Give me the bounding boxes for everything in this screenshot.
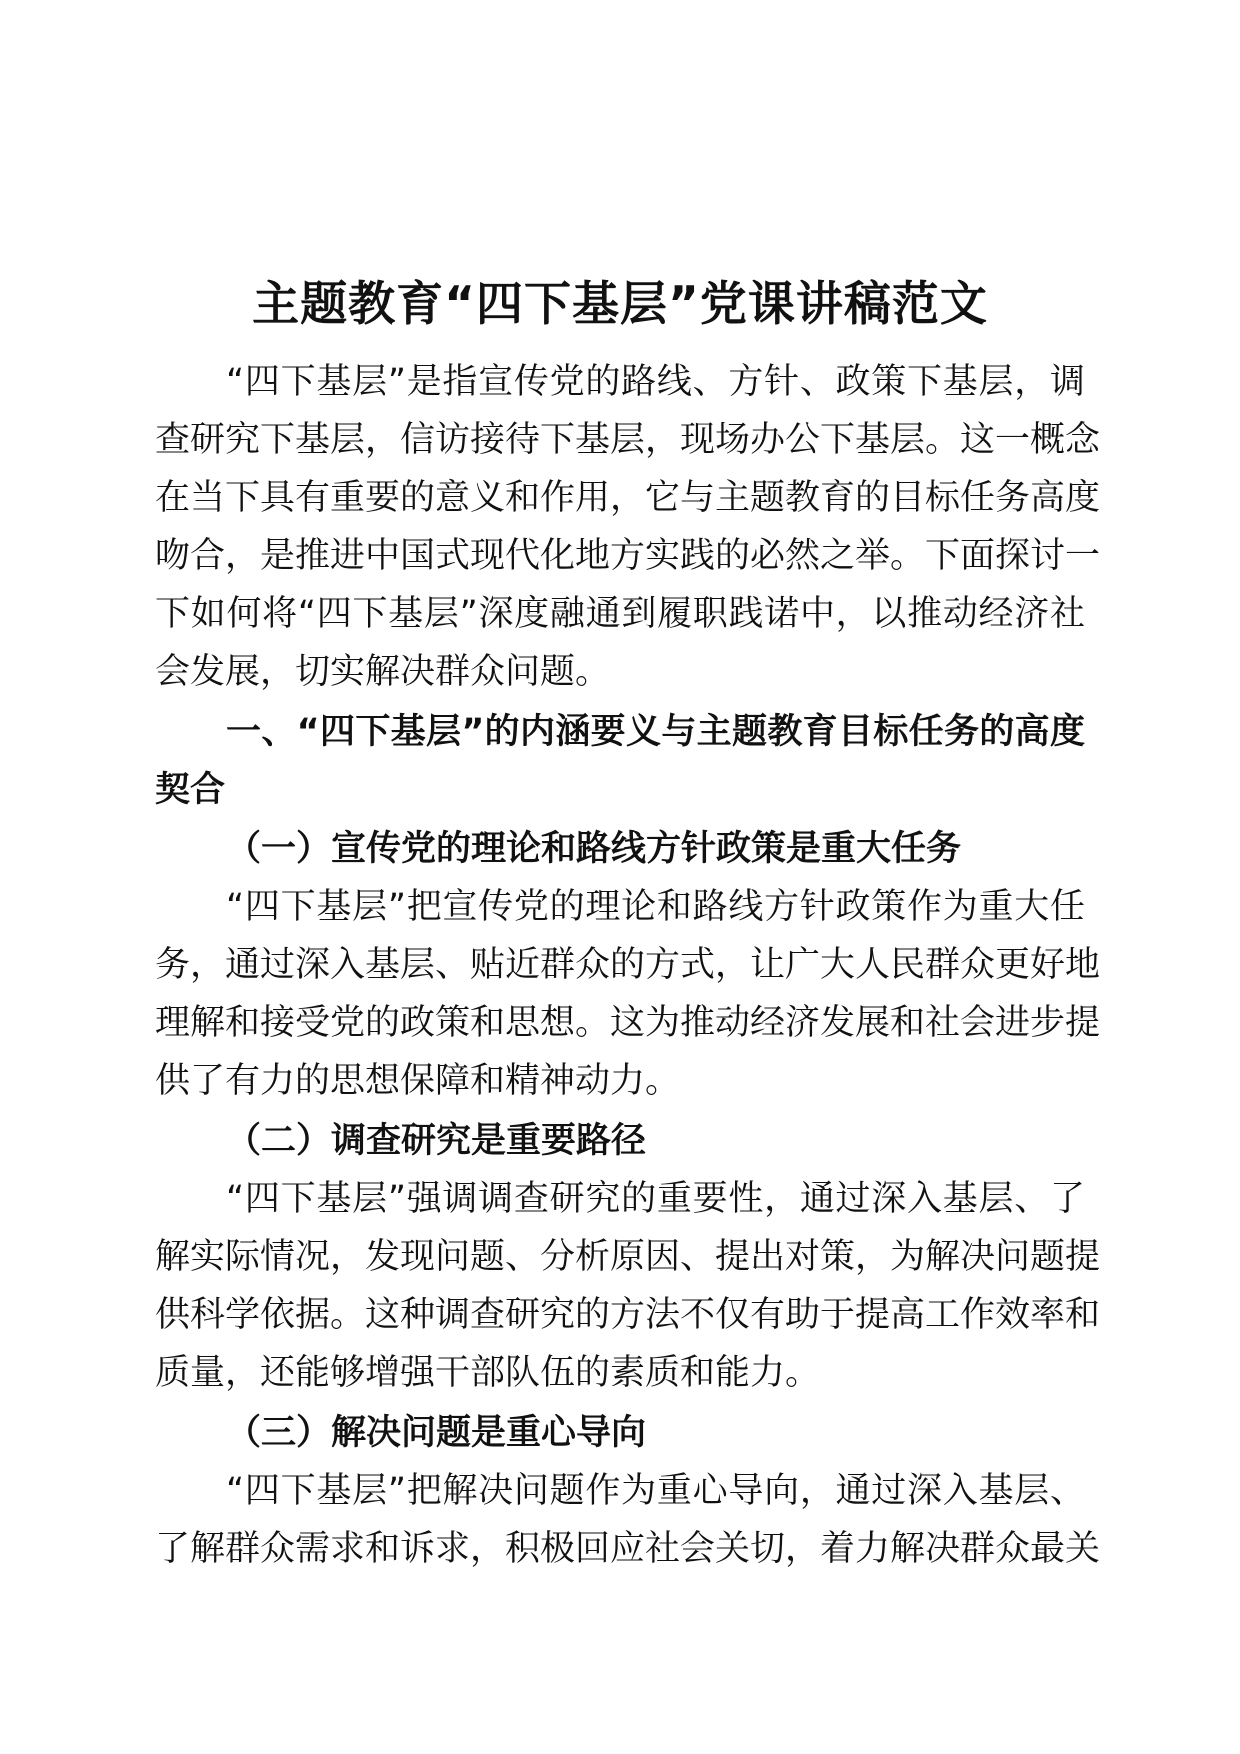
intro-line-6: 会发展，切实解决群众问题。 xyxy=(155,652,611,692)
intro-line-5: 下如何将“四下基层”深度融通到履职践诺中，以推动经济社 xyxy=(155,594,1085,634)
subsection-3-heading: （三）解决问题是重心导向 xyxy=(226,1413,647,1453)
subsection-2-line-2: 解实际情况，发现问题、分析原因、提出对策，为解决问题提 xyxy=(155,1237,1101,1277)
subsection-2-line-1: “四下基层”强调调查研究的重要性，通过深入基层、了 xyxy=(226,1179,1085,1219)
intro-line-1: “四下基层”是指宣传党的路线、方针、政策下基层，调 xyxy=(226,362,1085,402)
intro-line-4: 吻合，是推进中国式现代化地方实践的必然之举。下面探讨一 xyxy=(155,536,1101,576)
subsection-1-heading: （一）宣传党的理论和路线方针政策是重大任务 xyxy=(226,829,962,869)
subsection-1-line-4: 供了有力的思想保障和精神动力。 xyxy=(155,1061,681,1101)
document-title: 主题教育“四下基层”党课讲稿范文 xyxy=(252,277,988,332)
subsection-3-line-1: “四下基层”把解决问题作为重心导向，通过深入基层、 xyxy=(226,1471,1085,1511)
subsection-3-line-2: 了解群众需求和诉求，积极回应社会关切，着力解决群众最关 xyxy=(155,1529,1101,1569)
intro-line-2: 查研究下基层，信访接待下基层，现场办公下基层。这一概念 xyxy=(155,420,1101,460)
subsection-2-line-4: 质量，还能够增强干部队伍的素质和能力。 xyxy=(155,1353,821,1393)
subsection-2-heading: （二）调查研究是重要路径 xyxy=(226,1121,647,1161)
section-1-heading-line-1: 一、“四下基层”的内涵要义与主题教育目标任务的高度 xyxy=(226,712,1085,752)
subsection-1-line-3: 理解和接受党的政策和思想。这为推动经济发展和社会进步提 xyxy=(155,1003,1101,1043)
intro-line-3: 在当下具有重要的意义和作用，它与主题教育的目标任务高度 xyxy=(155,478,1101,518)
subsection-1-line-2: 务，通过深入基层、贴近群众的方式，让广大人民群众更好地 xyxy=(155,945,1101,985)
subsection-1-line-1: “四下基层”把宣传党的理论和路线方针政策作为重大任 xyxy=(226,887,1085,927)
section-1-heading-line-2: 契合 xyxy=(155,770,226,810)
subsection-2-line-3: 供科学依据。这种调查研究的方法不仅有助于提高工作效率和 xyxy=(155,1295,1101,1335)
